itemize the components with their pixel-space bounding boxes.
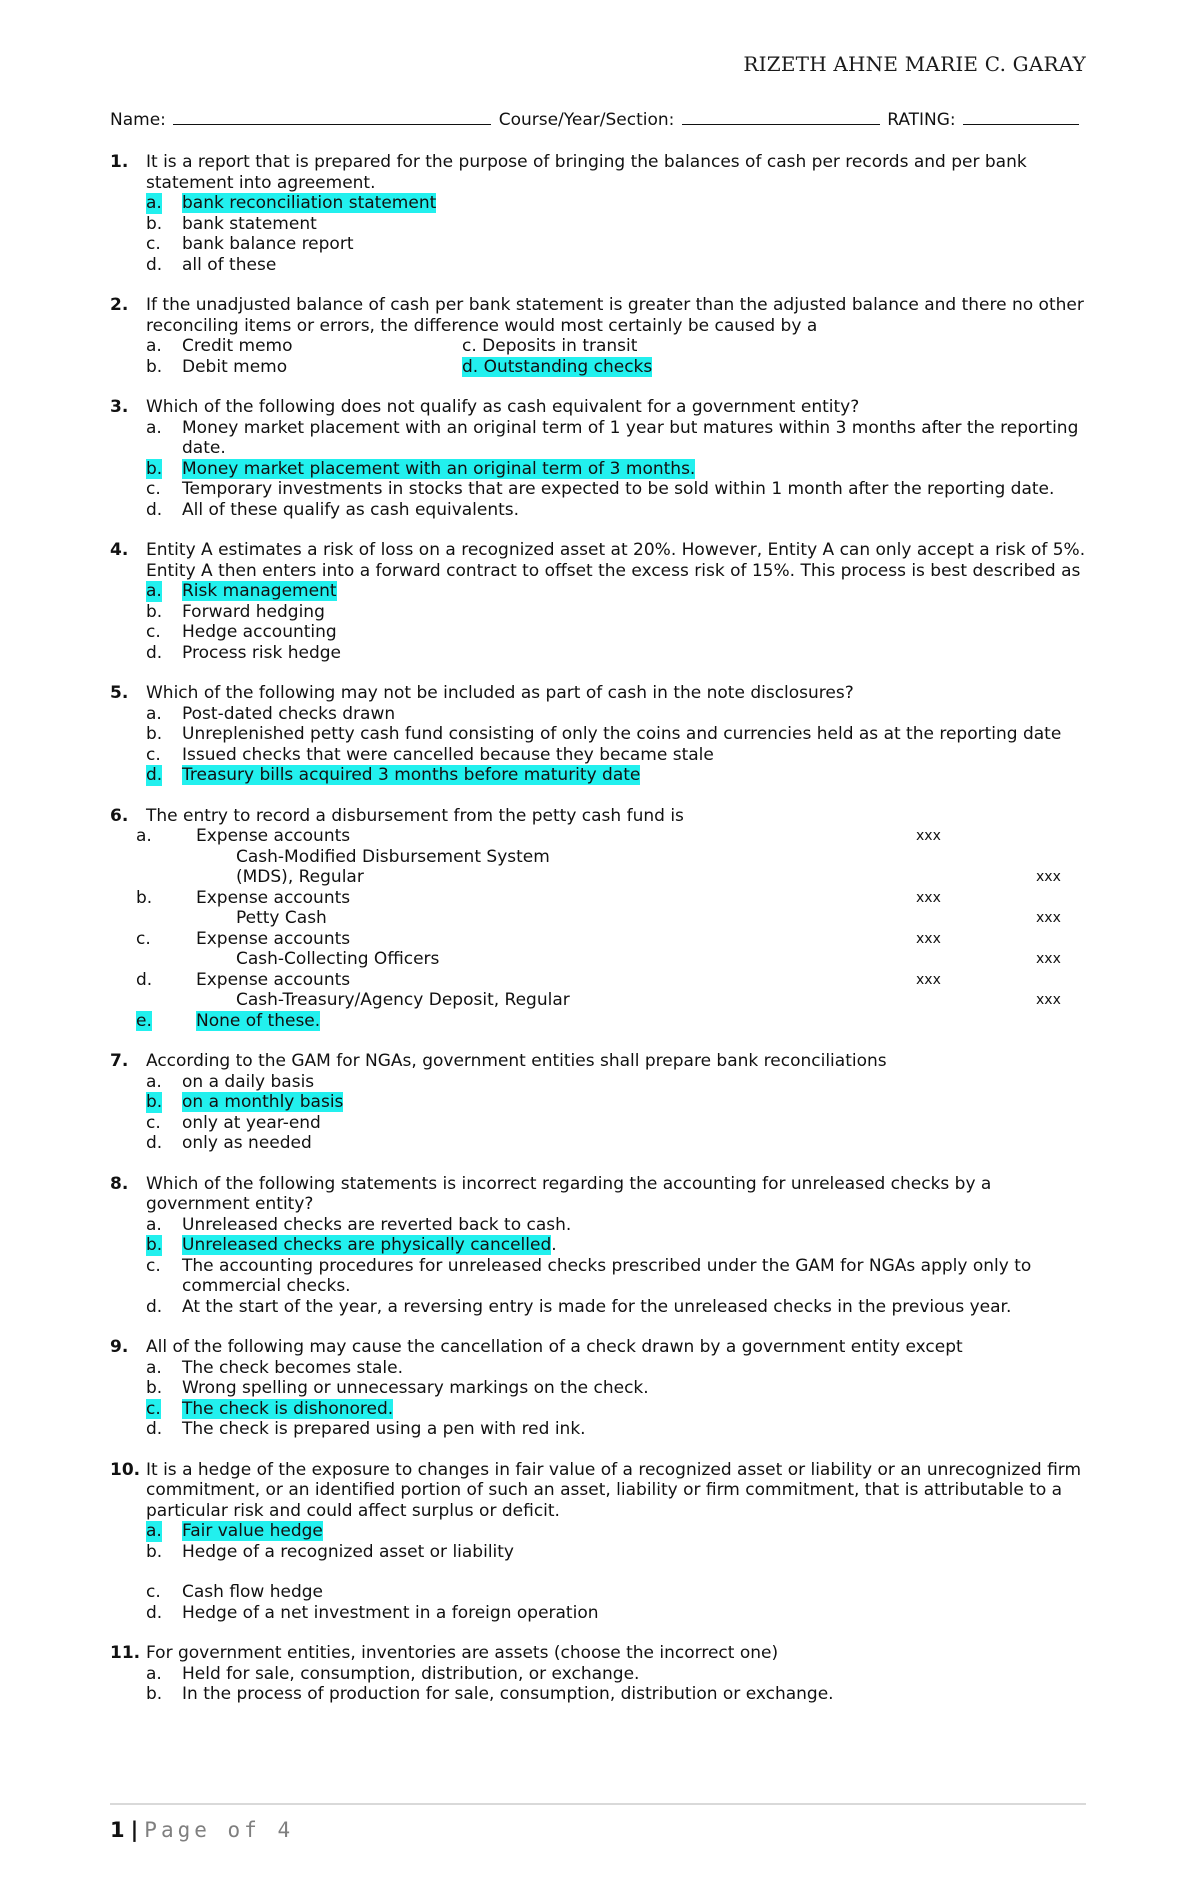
student-info-line [110,110,1086,130]
question-9 [110,1337,1086,1440]
option-c [462,336,862,357]
option-text: Hedge accounting [182,622,337,642]
page-footer [110,1818,294,1842]
credit-account: Cash-Modified Disbursement System [236,846,550,867]
option-letter: a. [146,1071,162,1092]
debit-account: Expense accounts [196,969,351,990]
footer-separator: | [130,1818,139,1842]
question-text: It is a report that is prepared for the purpose of bringing the balances of cash per records and per bank statement into agreement. [146,152,1027,193]
option-d [146,500,1086,521]
option-text: bank statement [182,213,317,234]
credit-amount: xxx [1036,869,1061,885]
option-b [146,1684,1086,1705]
rating-label: RATING: [887,110,956,130]
question-number: 4. [110,540,129,560]
option-text: Unreplenished petty cash fund consisting of only the coins and currencies held as at the reporting date [182,724,1062,744]
credit-account: Cash-Collecting Officers [236,949,440,969]
option-letter: b. [136,887,153,908]
credit-amount: xxx [1036,992,1061,1008]
question-number: 11. [110,1643,141,1663]
question-number: 7. [110,1051,129,1071]
option-letter: a. [146,336,162,356]
option-b [146,1092,1086,1113]
question-10 [110,1460,1086,1624]
option-c [146,479,1086,500]
option-letter: d. [146,499,163,520]
option-b [146,1235,1086,1256]
option-d [146,1133,1086,1154]
option-letter: e. [136,1010,152,1031]
option-letter: a. [146,1521,162,1541]
option-b [146,1378,1086,1399]
option-text: Credit memo [182,336,293,356]
option-letter: a. [146,1663,162,1684]
option-e [110,1011,1086,1032]
option-text: Issued checks that were cancelled because they became stale [182,744,714,765]
option-text: Money market placement with an original term of 3 months. [182,458,696,479]
name-label: Name: [110,110,166,130]
option-c [146,234,1086,255]
option-letter: c. [146,479,161,499]
option-text: Held for sale, consumption, distribution, or exchange. [182,1663,640,1684]
option-letter: d. [136,969,153,990]
option-d [146,1603,1086,1624]
option-letter: a. [146,1357,162,1378]
option-suffix: . [551,1235,557,1255]
credit-account: (MDS), Regular [236,867,364,887]
option-a [146,1072,1086,1093]
option-letter: a. [146,193,162,213]
question-6 [110,806,1086,1032]
option-letter: a. [146,703,162,724]
question-7 [110,1051,1086,1154]
question-3 [110,397,1086,520]
credit-account: Cash-Treasury/Agency Deposit, Regular [236,990,570,1010]
option-text: Deposits in transit [482,336,638,356]
option-text: Hedge of a net investment in a foreign operation [182,1602,599,1623]
debit-amount: xxx [916,828,941,844]
author-name: RIZETH AHNE MARIE C. GARAY [743,52,1086,76]
option-text: Process risk hedge [182,642,341,663]
questions-list [110,152,1086,1725]
question-text: Which of the following does not qualify as cash equivalent for a government entity? [146,397,860,417]
option-c [146,1256,1086,1297]
option-c [146,1582,1086,1603]
option-letter: d. [146,765,163,785]
option-text: only at year-end [182,1112,321,1133]
question-4 [110,540,1086,663]
option-letter: b. [146,1378,163,1398]
course-blank [682,123,880,125]
option-letter: b. [146,1235,163,1255]
option-d [146,765,1086,786]
option-letter: a. [146,417,162,438]
option-d [146,643,1086,664]
option-letter: b. [146,1541,163,1562]
question-number: 10. [110,1459,141,1480]
option-letter: d. [146,1419,163,1439]
option-letter: b. [146,213,163,234]
options-grid [146,336,1086,377]
option-letter: c. [146,744,161,765]
option-c [146,1113,1086,1134]
option-letter: b. [146,458,163,479]
option-text: All of these qualify as cash equivalents. [182,499,520,520]
option-letter: d. [146,1296,163,1317]
option-letter: c. [146,234,161,254]
question-5 [110,683,1086,786]
page-label: Page of 4 [144,1818,295,1842]
journal-entries [110,826,1086,1031]
option-a [146,581,1086,602]
option-d [146,255,1086,276]
debit-amount: xxx [916,889,941,906]
page-number: 1 [110,1818,125,1842]
credit-amount: xxx [1036,910,1061,926]
option-text: The check is dishonored. [182,1398,394,1419]
option-letter: d. [146,254,163,275]
option-letter: c. [136,928,151,949]
option-text: all of these [182,254,277,275]
option-a [146,1521,1086,1542]
option-b [146,357,462,378]
debit-account: Expense accounts [196,826,351,846]
entry-a-credit-row-2 [110,867,1086,888]
option-c [146,1399,1086,1420]
question-text: Which of the following statements is incorrect regarding the accounting for unreleased checks by a government entity? [146,1173,992,1214]
option-text: Unreleased checks are physically cancelled [182,1235,552,1255]
option-a [146,336,462,357]
option-a [146,1358,1086,1379]
option-text: The check becomes stale. [182,1357,403,1378]
question-text: If the unadjusted balance of cash per bank statement is greater than the adjusted balance and there no other reconciling items or errors, the difference would most certainly be caused by a [146,295,1084,336]
question-11 [110,1643,1086,1705]
option-text: bank reconciliation statement [182,193,437,213]
option-d [462,357,862,378]
question-number: 3. [110,397,129,417]
option-letter: d. [146,642,163,663]
course-label: Course/Year/Section: [498,110,675,130]
question-text: Entity A estimates a risk of loss on a recognized asset at 20%. However, Entity A can only accept a risk of 5%. Entity A then enters into a forward contract to offset the excess risk of 15%. This process is best described as [146,540,1086,581]
option-text: None of these. [196,1010,321,1031]
option-letter: a. [146,581,162,601]
question-number: 8. [110,1173,129,1194]
option-a [146,704,1086,725]
option-text: Unreleased checks are reverted back to cash. [182,1214,572,1235]
option-text: Post-dated checks drawn [182,703,396,724]
question-1 [110,152,1086,275]
question-8 [110,1174,1086,1318]
question-number: 9. [110,1337,129,1357]
question-number: 1. [110,152,129,172]
option-letter: c. [462,336,477,356]
entry-b-credit-row [110,908,1086,929]
entry-b-debit-row [110,888,1086,909]
question-number: 2. [110,295,129,315]
option-text: bank balance report [182,234,354,254]
option-text: Risk management [182,581,337,601]
option-b [146,459,1086,480]
option-letter: c. [146,1398,161,1419]
question-text: All of the following may cause the cancellation of a check drawn by a government entity except [146,1337,963,1357]
question-2 [110,295,1086,377]
option-c [146,622,1086,643]
option-text: Fair value hedge [182,1521,323,1541]
option-text: on a daily basis [182,1071,315,1092]
option-b [146,724,1086,745]
option-text: Hedge of a recognized asset or liability [182,1541,514,1562]
option-letter: c. [146,1255,161,1276]
option-text: Outstanding checks [483,356,653,377]
debit-amount: xxx [916,971,941,988]
entry-c-credit-row [110,949,1086,970]
option-a [146,418,1086,459]
debit-account: Expense accounts [196,887,351,908]
entry-a-credit-row-1 [110,847,1086,868]
option-b [146,602,1086,623]
entry-c-debit-row [110,929,1086,950]
option-a [146,1664,1086,1685]
option-c [146,745,1086,766]
option-letter: c. [146,1112,161,1133]
option-text: Wrong spelling or unnecessary markings on the check. [182,1378,649,1398]
question-number: 6. [110,805,129,826]
option-text: The check is prepared using a pen with red ink. [182,1419,586,1439]
option-text: Money market placement with an original term of 1 year but matures within 3 months after the reporting date. [182,417,1079,458]
option-letter: b. [146,1684,163,1704]
option-text: At the start of the year, a reversing entry is made for the unreleased checks in the previous year. [182,1296,1012,1317]
question-text: According to the GAM for NGAs, government entities shall prepare bank reconciliations [146,1051,887,1071]
option-letter: b. [146,724,163,744]
option-text: In the process of production for sale, consumption, distribution or exchange. [182,1684,834,1704]
option-text: on a monthly basis [182,1092,344,1112]
option-d [146,1419,1086,1440]
option-letter: c. [146,1582,161,1602]
option-letter: b. [146,356,163,377]
option-text: Temporary investments in stocks that are expected to be sold within 1 month after the reporting date. [182,479,1055,499]
spacer [110,1562,1086,1582]
rating-blank [963,123,1079,125]
credit-amount: xxx [1036,951,1061,967]
option-b [146,1542,1086,1563]
option-text: The accounting procedures for unreleased checks prescribed under the GAM for NGAs apply only to commercial checks. [182,1255,1032,1296]
option-d [146,1297,1086,1318]
debit-amount: xxx [916,930,941,947]
option-letter: b. [146,601,163,622]
option-letter: a. [146,1214,162,1235]
option-b [146,214,1086,235]
entry-d-debit-row [110,970,1086,991]
question-text: Which of the following may not be included as part of cash in the note disclosures? [146,683,854,703]
option-letter: d. [146,1133,163,1153]
question-number: 5. [110,683,129,703]
option-text: Cash flow hedge [182,1582,324,1602]
option-a [146,1215,1086,1236]
option-letter: a. [136,826,152,846]
entry-d-credit-row [110,990,1086,1011]
option-text: Treasury bills acquired 3 months before maturity date [182,765,641,785]
option-text: Debit memo [182,356,288,377]
entry-a-debit-row [110,826,1086,847]
option-letter: d. [146,1602,163,1623]
footer-divider [110,1803,1086,1805]
option-letter: c. [146,622,161,642]
option-text: only as needed [182,1133,312,1153]
question-text: It is a hedge of the exposure to changes in fair value of a recognized asset or liability or an unrecognized firm commitment, or an identified portion of such an asset, liability or firm commitment, that is attributable to a particular risk and could affect surplus or deficit. [146,1459,1082,1521]
question-text: For government entities, inventories are assets (choose the incorrect one) [146,1643,779,1663]
option-letter: d. [462,356,479,377]
credit-account: Petty Cash [236,908,327,928]
debit-account: Expense accounts [196,928,351,949]
question-text: The entry to record a disbursement from the petty cash fund is [146,805,684,826]
name-blank [173,123,491,125]
option-a [146,193,1086,214]
option-letter: b. [146,1092,163,1112]
option-text: Forward hedging [182,601,325,622]
